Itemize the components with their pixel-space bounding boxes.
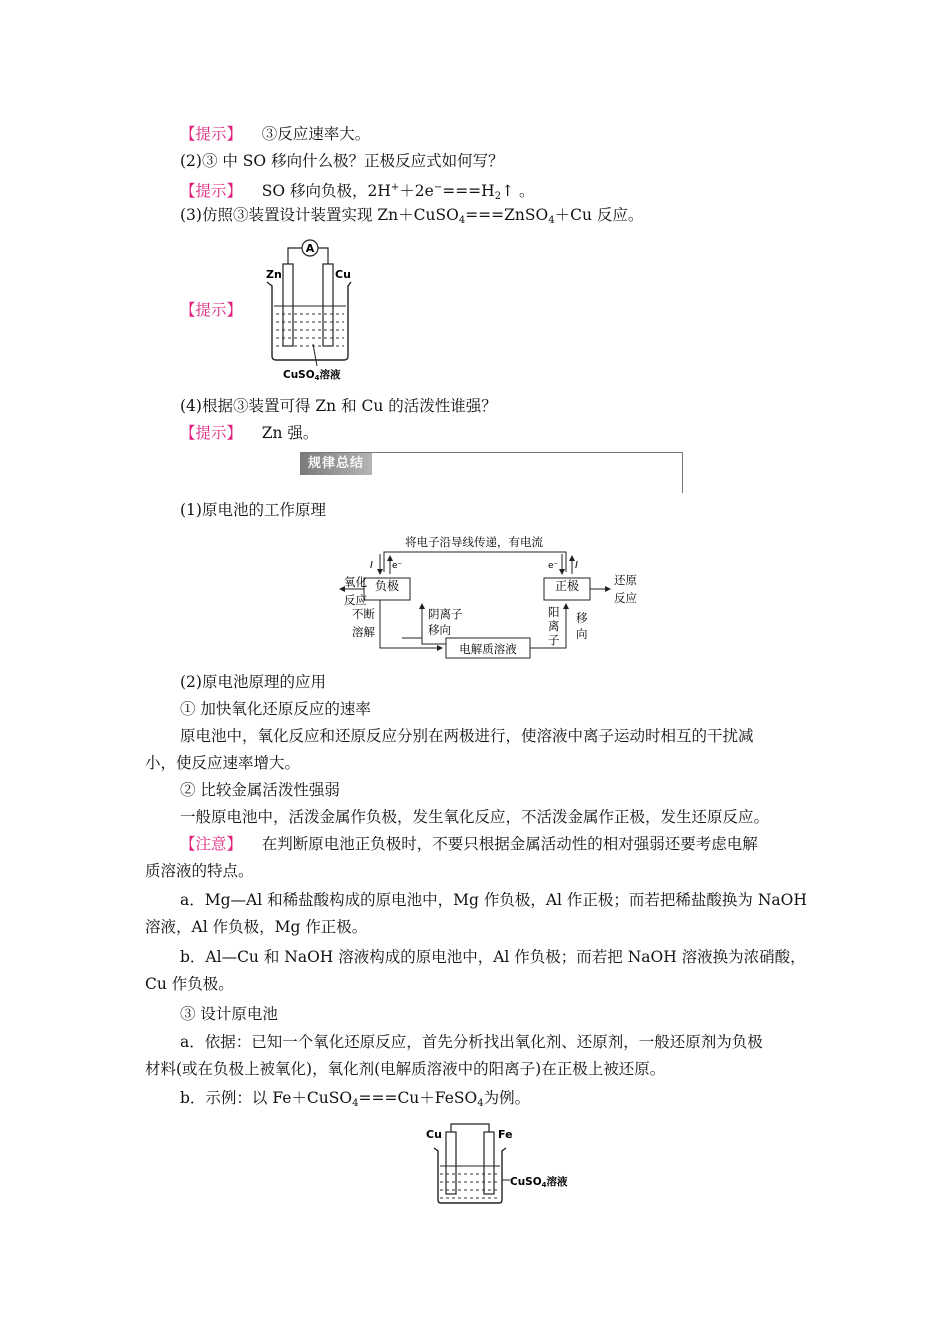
design-example-c: 为例。 bbox=[483, 1089, 531, 1107]
tip-label: 【提示】 bbox=[180, 125, 243, 143]
point2-title: ② 比较金属活泼性强弱 bbox=[180, 781, 340, 799]
example-b-text: Cu 作负极。 bbox=[145, 975, 234, 993]
solution-label: CuSO4溶液 bbox=[283, 369, 341, 382]
cation-label-1: 阳 bbox=[548, 605, 560, 619]
subscript: 2 bbox=[494, 191, 502, 202]
q4-answer-line bbox=[180, 423, 318, 443]
anion-label-1: 阴离子 bbox=[428, 607, 463, 621]
q4-question: (4)根据③装置可得 Zn 和 Cu 的活泼性谁强？ bbox=[180, 397, 497, 415]
zn-cu-cell-figure bbox=[255, 236, 365, 384]
reduction-label-1: 还原 bbox=[614, 573, 637, 587]
design-example-b: ===Cu＋FeSO bbox=[358, 1089, 478, 1107]
tip-label: 【提示】 bbox=[180, 424, 243, 442]
q2-answer-b: ＋2e bbox=[399, 182, 434, 200]
q2-question: (2)③ 中 SO 移向什么极？正极反应式如何写？ bbox=[180, 152, 504, 170]
example-a-text: a．Mg—Al 和稀盐酸构成的原电池中，Mg 作负极，Al 作正极；而若把稀盐酸换为 NaOH bbox=[180, 891, 807, 909]
point2-text: 一般原电池中，活泼金属作负极，发生氧化反应，不活泼金属作正极，发生还原反应。 bbox=[180, 808, 770, 826]
ammeter-label: A bbox=[305, 242, 315, 255]
q2-answer-c: ===H bbox=[442, 182, 495, 200]
zn-electrode bbox=[283, 264, 293, 346]
summary-banner bbox=[300, 452, 683, 493]
superscript: + bbox=[390, 182, 400, 193]
point3-title: ③ 设计原电池 bbox=[180, 1005, 278, 1023]
cation-label-2: 离 bbox=[548, 619, 560, 633]
cu-electrode bbox=[323, 264, 333, 346]
design-basis-text: 材料(或在负极上被氧化)，氧化剂(电解质溶液中的阳离子)在正极上被还原。 bbox=[145, 1060, 666, 1078]
point1-title: ① 加快氧化还原反应的速率 bbox=[180, 700, 371, 718]
note-text: 质溶液的特点。 bbox=[145, 862, 254, 880]
anion-label-2: 移向 bbox=[428, 623, 451, 637]
beaker bbox=[267, 282, 351, 360]
design-example-a: b．示例：以 Fe＋CuSO bbox=[180, 1089, 353, 1107]
subscript: 4 bbox=[352, 1098, 359, 1109]
cu-fe-cell-figure bbox=[420, 1118, 580, 1208]
cu-electrode bbox=[446, 1132, 456, 1194]
q3-question-b: ===ZnSO bbox=[465, 206, 549, 224]
galvanic-principle-diagram bbox=[330, 530, 650, 662]
cu-label: Cu bbox=[335, 268, 351, 281]
electron-label-right: e⁻ bbox=[548, 561, 559, 571]
q2-answer-d: ↑ 。 bbox=[501, 182, 535, 200]
dissolve-label-2: 溶解 bbox=[352, 625, 375, 639]
move-label-1: 移 bbox=[576, 611, 588, 625]
fe-label: Fe bbox=[498, 1128, 513, 1141]
note-label: 【注意】 bbox=[180, 835, 243, 853]
current-label-right: I bbox=[575, 560, 578, 571]
design-example-text bbox=[180, 1088, 530, 1114]
subscript: 4 bbox=[548, 215, 555, 226]
section2-heading: (2)原电池原理的应用 bbox=[180, 673, 326, 691]
superscript: − bbox=[433, 182, 443, 193]
q3-question bbox=[180, 205, 643, 231]
electron-label-left: e⁻ bbox=[392, 561, 403, 571]
tip-label: 【提示】 bbox=[180, 301, 243, 319]
reduction-label-2: 反应 bbox=[614, 591, 637, 605]
q1-line bbox=[180, 124, 370, 144]
example-a-text: 溶液，Al 作负极，Mg 作正极。 bbox=[145, 918, 368, 936]
cu-label: Cu bbox=[426, 1128, 442, 1141]
q3-question-a: (3)仿照③装置设计装置实现 Zn＋CuSO bbox=[180, 206, 459, 224]
move-label-2: 向 bbox=[576, 627, 588, 641]
point1-text: 小，使反应速率增大。 bbox=[145, 754, 301, 772]
design-basis-text: a．依据：已知一个氧化还原反应，首先分析找出氧化剂、还原剂，一般还原剂为负极 bbox=[180, 1033, 763, 1051]
note-line bbox=[180, 834, 758, 854]
oxidation-label-1: 氧化 bbox=[344, 575, 367, 589]
q2-answer-a: SO 移向负极，2H bbox=[261, 182, 391, 200]
positive-electrode-label: 正极 bbox=[554, 579, 580, 593]
section1-heading: (1)原电池的工作原理 bbox=[180, 501, 326, 519]
electrolyte-label: 电解质溶液 bbox=[459, 642, 517, 656]
note-text: 在判断原电池正负极时，不要只根据金属活动性的相对强弱还要考虑电解 bbox=[261, 835, 758, 853]
dissolve-label-1: 不断 bbox=[352, 607, 375, 621]
q4-answer: Zn 强。 bbox=[261, 424, 319, 442]
oxidation-label-2: 反应 bbox=[344, 593, 367, 607]
q3-question-c: ＋Cu 反应。 bbox=[554, 206, 644, 224]
tip-label: 【提示】 bbox=[180, 182, 243, 200]
subscript: 4 bbox=[458, 215, 466, 226]
beaker bbox=[434, 1148, 506, 1203]
solution-label: CuSO4溶液 bbox=[510, 1176, 568, 1189]
subscript: 4 bbox=[477, 1098, 484, 1109]
fe-electrode bbox=[484, 1132, 494, 1194]
zn-label: Zn bbox=[266, 268, 282, 281]
negative-electrode-label: 负极 bbox=[374, 579, 400, 593]
cation-label-3: 子 bbox=[548, 633, 560, 647]
diagram-top-label: 将电子沿导线传递，有电流 bbox=[405, 535, 543, 549]
q2-answer-line bbox=[180, 178, 534, 207]
current-label-left: I bbox=[370, 560, 373, 571]
example-b-text: b．Al—Cu 和 NaOH 溶液构成的原电池中，Al 作负极；而若把 NaOH 溶液换为浓硝酸， bbox=[180, 948, 806, 966]
q1-answer: ③反应速率大。 bbox=[261, 125, 371, 143]
point1-text: 原电池中，氧化反应和还原反应分别在两极进行，使溶液中离子运动时相互的干扰减 bbox=[180, 727, 754, 745]
summary-banner-title: 规律总结 bbox=[300, 453, 372, 475]
